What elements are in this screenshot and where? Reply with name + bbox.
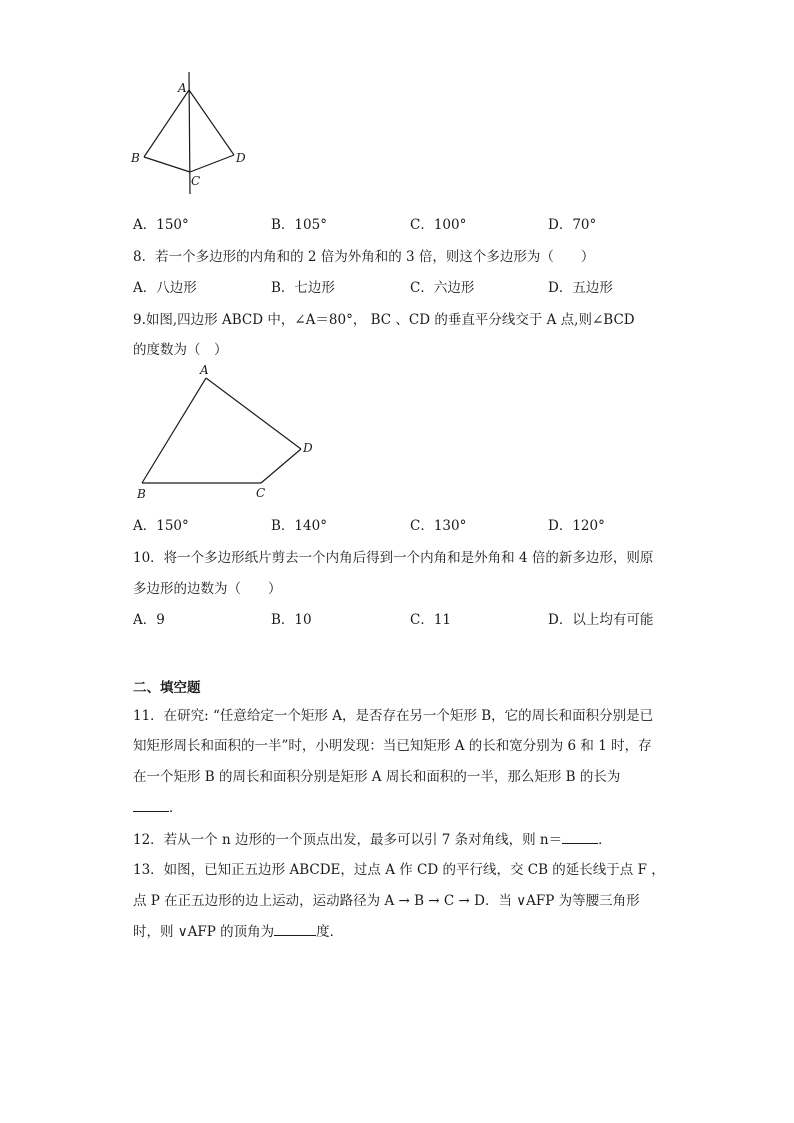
q12-stem [133, 828, 612, 848]
q10-option-a[interactable]: A．9 [133, 612, 165, 628]
q13-answer-blank[interactable] [274, 921, 316, 936]
q13-line3 [133, 920, 343, 940]
figure-kite-diagram [125, 70, 265, 195]
q8-option-d[interactable]: D．五边形 [548, 280, 613, 296]
section-heading-fill-in: 二、填空题 [133, 680, 201, 696]
q10-option-d[interactable]: D．以上均有可能 [548, 612, 654, 628]
segment-cd [190, 155, 234, 172]
q9-stem-line1: 9.如图,四边形 ABCD 中，∠A＝80°， BC 、CD 的垂直平分线交于 A 点,则∠BCD [133, 312, 635, 328]
label-a: A [178, 81, 187, 95]
q10-option-b[interactable]: B．10 [271, 612, 312, 628]
q7-option-a[interactable]: A．150° [133, 217, 189, 233]
q13-line3-after: 度． [316, 924, 344, 940]
segment-cd [261, 449, 301, 483]
q10-stem-line2: 多边形的边数为（ ） [133, 581, 282, 597]
q10-option-c[interactable]: C．11 [410, 612, 452, 628]
q10-stem-line1: 10．将一个多边形纸片剪去一个内角后得到一个内角和是外角和 4 倍的新多边形，则原 [133, 550, 654, 566]
segment-ad [189, 90, 234, 155]
q8-stem: 8．若一个多边形的内角和的 2 倍为外角和的 3 倍，则这个多边形为（ ） [133, 249, 595, 265]
segment-da [206, 378, 301, 449]
q8-option-b[interactable]: B．七边形 [271, 280, 335, 296]
segment-ab [144, 90, 189, 157]
q12-answer-blank[interactable] [562, 829, 598, 844]
label-b: B [137, 487, 146, 501]
q13-line3-before: 时，则 ∨AFP 的顶角为 [133, 924, 275, 940]
q9-option-b[interactable]: B．140° [271, 518, 327, 534]
label-b: B [131, 151, 140, 165]
q9-stem-line2: 的度数为（ ） [133, 342, 228, 358]
q12-text-after: ． [598, 832, 612, 848]
q13-line1: 13．如图，已知正五边形 ABCDE，过点 A 作 CD 的平行线，交 CB 的延长线于点 F ， [133, 862, 665, 878]
q7-option-c[interactable]: C．100° [410, 217, 467, 233]
q8-option-c[interactable]: C．六边形 [410, 280, 475, 296]
q7-option-d[interactable]: D．70° [548, 217, 597, 233]
q9-option-c[interactable]: C．130° [410, 518, 467, 534]
label-c: C [256, 486, 266, 500]
label-d: D [236, 151, 246, 165]
figure-quadrilateral-diagram [130, 360, 320, 505]
q12-text-before: 12．若从一个 n 边形的一个顶点出发，最多可以引 7 条对角线，则 n＝ [133, 832, 563, 848]
q7-option-b[interactable]: B．105° [271, 217, 327, 233]
q13-line2: 点 P 在正五边形的边上运动，运动路径为 A → B → C → D．当 ∨AFP 为等腰三角形 [133, 893, 640, 909]
label-c: C [191, 174, 201, 188]
segment-ab [142, 378, 206, 483]
q11-answer-blank[interactable] [133, 797, 169, 812]
q11-line3: 在一个矩形 B 的周长和面积分别是矩形 A 周长和面积的一半，那么矩形 B 的长为 [133, 769, 621, 785]
q9-option-a[interactable]: A．150° [133, 518, 189, 534]
q11-line4 [133, 796, 183, 816]
q11-line1: 11．在研究: “任意给定一个矩形 A，是否存在另一个矩形 B，它的周长和面积分别是已 [133, 708, 654, 724]
label-d: D [303, 441, 313, 455]
q9-option-d[interactable]: D．120° [548, 518, 605, 534]
segment-bc [144, 157, 190, 172]
q11-line4-end: ． [169, 800, 183, 816]
q11-line2: 知矩形周长和面积的一半”时，小明发现：当已知矩形 A 的长和宽分别为 6 和 1 时，存 [133, 738, 652, 754]
label-a: A [200, 363, 209, 377]
q8-option-a[interactable]: A．八边形 [133, 280, 197, 296]
